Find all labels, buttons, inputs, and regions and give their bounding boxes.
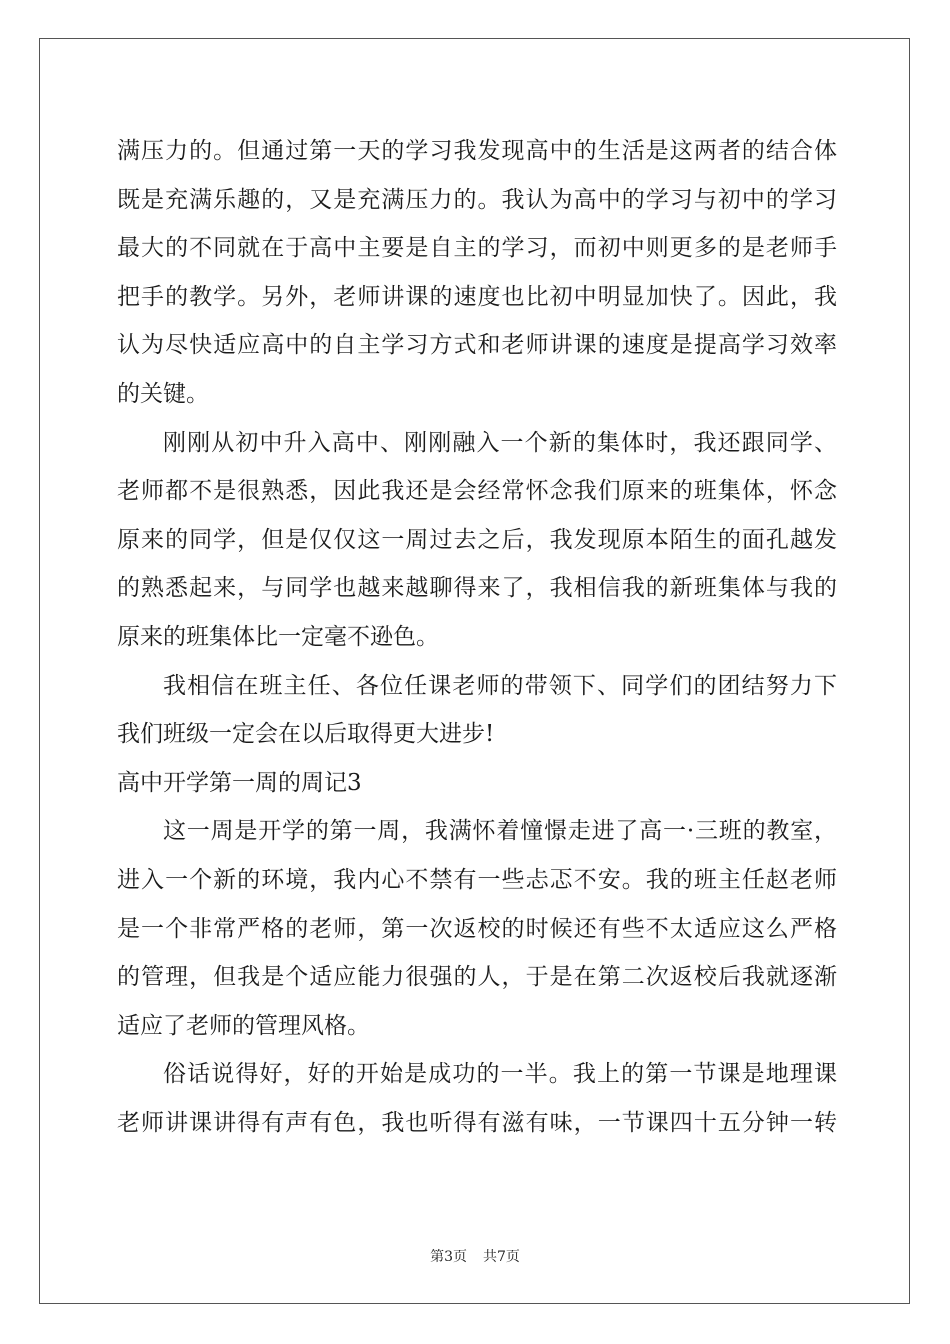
section-heading: 高中开学第一周的周记3: [117, 769, 362, 796]
text-line: 最大的不同就在于高中主要是自主的学习，而初中则更多的是老师手: [117, 235, 837, 262]
text-line: 的管理，但我是个适应能力很强的人，于是在第二次返校后我就逐渐: [117, 964, 837, 991]
text-line: 原来的同学，但是仅仅这一周过去之后，我发现原本陌生的面孔越发: [117, 526, 837, 553]
text-line: 既是充满乐趣的，又是充满压力的。我认为高中的学习与初中的学习: [117, 186, 837, 213]
text-line: 进入一个新的环境，我内心不禁有一些忐忑不安。我的班主任赵老师: [117, 866, 837, 893]
paragraph-first-line: 刚刚从初中升入高中、刚刚融入一个新的集体时，我还跟同学、: [163, 429, 837, 456]
text-line: 老师讲课讲得有声有色，我也听得有滋有味，一节课四十五分钟一转: [117, 1109, 837, 1136]
text-line: 适应了老师的管理风格。: [117, 1012, 370, 1039]
text-line: 认为尽快适应高中的自主学习方式和老师讲课的速度是提高学习效率: [117, 332, 837, 359]
text-line: 我们班级一定会在以后取得更大进步!: [117, 721, 495, 748]
page-number: 第3页: [430, 1249, 467, 1265]
text-line: 老师都不是很熟悉，因此我还是会经常怀念我们原来的班集体，怀念: [117, 478, 837, 505]
page-footer: [0, 1247, 950, 1267]
page-total: 共7页: [483, 1249, 520, 1265]
text-line: 满压力的。但通过第一天的学习我发现高中的生活是这两者的结合体: [117, 138, 837, 164]
paragraph-first-line: 这一周是开学的第一周，我满怀着憧憬走进了高一·三班的教室，: [163, 818, 837, 845]
document-body: [117, 127, 837, 1147]
text-line: 的关键。: [117, 380, 209, 407]
paragraph-first-line: 我相信在班主任、各位任课老师的带领下、同学们的团结努力下: [163, 672, 837, 699]
text-line: 原来的班集体比一定毫不逊色。: [117, 623, 439, 650]
text-line: 的熟悉起来，与同学也越来越聊得来了，我相信我的新班集体与我的: [117, 575, 837, 602]
paragraph-first-line: 俗话说得好，好的开始是成功的一半。我上的第一节课是地理课: [163, 1061, 837, 1088]
text-line: 把手的教学。另外，老师讲课的速度也比初中明显加快了。因此，我: [117, 283, 837, 310]
text-line: 是一个非常严格的老师，第一次返校的时候还有些不太适应这么严格: [117, 915, 837, 942]
